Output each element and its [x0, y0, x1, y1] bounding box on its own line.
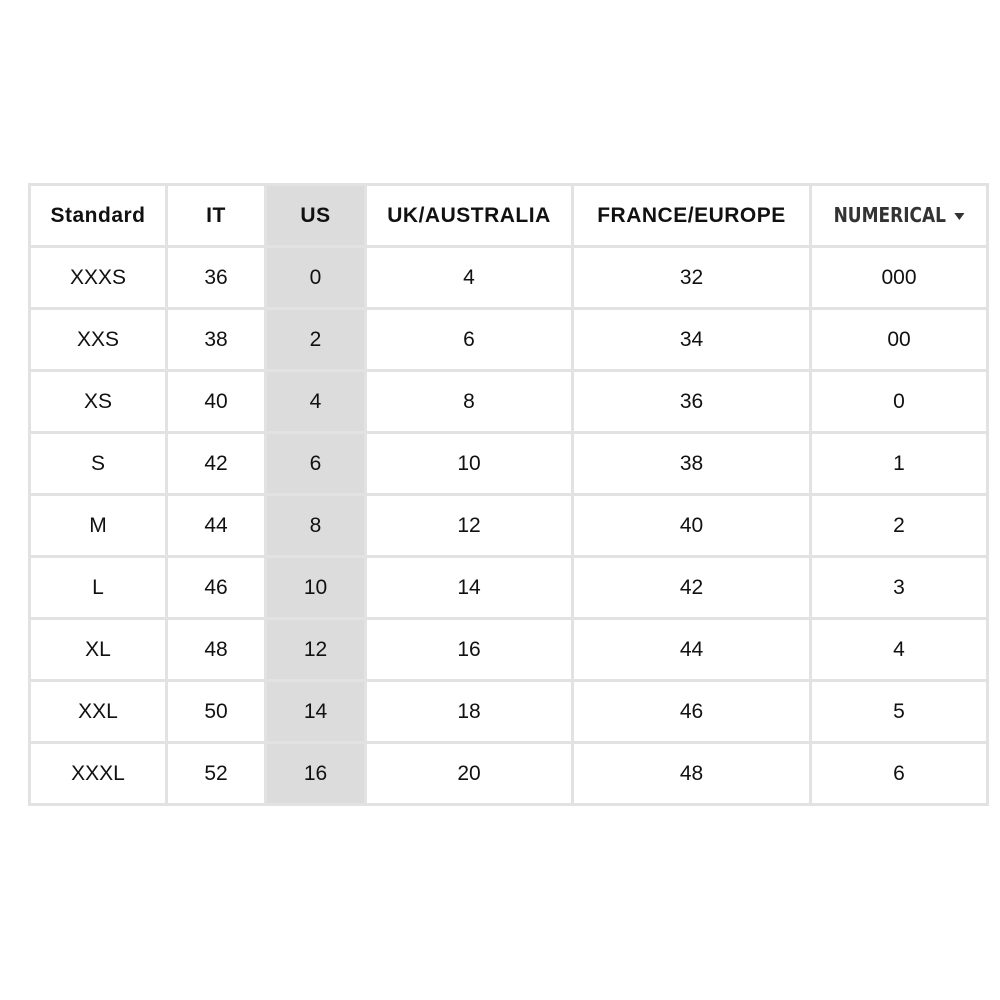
cell-us: 2: [266, 309, 366, 371]
cell-us: 16: [266, 743, 366, 805]
header-uk-australia: UK/AUSTRALIA: [366, 185, 573, 247]
cell-france-europe: 42: [573, 557, 811, 619]
cell-it: 38: [167, 309, 266, 371]
cell-france-europe: 48: [573, 743, 811, 805]
cell-it: 40: [167, 371, 266, 433]
cell-uk-australia: 20: [366, 743, 573, 805]
cell-uk-australia: 12: [366, 495, 573, 557]
cell-it: 36: [167, 247, 266, 309]
cell-standard: XXXL: [30, 743, 167, 805]
table-row: [30, 247, 988, 309]
header-it: IT: [167, 185, 266, 247]
numerical-dropdown-label: NUMERICAL: [833, 203, 946, 227]
cell-numerical: 5: [811, 681, 988, 743]
cell-standard: S: [30, 433, 167, 495]
table-row: [30, 619, 988, 681]
cell-france-europe: 40: [573, 495, 811, 557]
table-row: [30, 495, 988, 557]
header-numerical: [811, 185, 988, 247]
cell-standard: M: [30, 495, 167, 557]
header-us: US: [266, 185, 366, 247]
cell-numerical: 2: [811, 495, 988, 557]
table-row: [30, 743, 988, 805]
cell-numerical: 4: [811, 619, 988, 681]
cell-us: 8: [266, 495, 366, 557]
cell-numerical: 3: [811, 557, 988, 619]
cell-uk-australia: 8: [366, 371, 573, 433]
cell-france-europe: 32: [573, 247, 811, 309]
cell-us: 0: [266, 247, 366, 309]
cell-it: 44: [167, 495, 266, 557]
cell-uk-australia: 18: [366, 681, 573, 743]
cell-it: 42: [167, 433, 266, 495]
table-row: [30, 371, 988, 433]
cell-us: 6: [266, 433, 366, 495]
cell-uk-australia: 10: [366, 433, 573, 495]
caret-down-icon: [954, 213, 964, 220]
header-row: [30, 185, 988, 247]
cell-numerical: 00: [811, 309, 988, 371]
table-row: [30, 433, 988, 495]
cell-numerical: 6: [811, 743, 988, 805]
size-chart-table: [28, 183, 989, 806]
cell-standard: L: [30, 557, 167, 619]
cell-us: 14: [266, 681, 366, 743]
cell-standard: XS: [30, 371, 167, 433]
numerical-dropdown[interactable]: [833, 203, 964, 227]
cell-it: 52: [167, 743, 266, 805]
cell-numerical: 0: [811, 371, 988, 433]
cell-standard: XL: [30, 619, 167, 681]
cell-it: 46: [167, 557, 266, 619]
cell-it: 50: [167, 681, 266, 743]
header-standard: Standard: [30, 185, 167, 247]
cell-uk-australia: 14: [366, 557, 573, 619]
cell-france-europe: 46: [573, 681, 811, 743]
cell-standard: XXXS: [30, 247, 167, 309]
cell-standard: XXL: [30, 681, 167, 743]
cell-france-europe: 34: [573, 309, 811, 371]
header-france-europe: FRANCE/EUROPE: [573, 185, 811, 247]
cell-numerical: 1: [811, 433, 988, 495]
cell-france-europe: 36: [573, 371, 811, 433]
table-row: [30, 557, 988, 619]
cell-france-europe: 44: [573, 619, 811, 681]
cell-us: 4: [266, 371, 366, 433]
cell-uk-australia: 4: [366, 247, 573, 309]
cell-numerical: 000: [811, 247, 988, 309]
table-row: [30, 309, 988, 371]
cell-uk-australia: 6: [366, 309, 573, 371]
cell-us: 12: [266, 619, 366, 681]
cell-uk-australia: 16: [366, 619, 573, 681]
cell-standard: XXS: [30, 309, 167, 371]
table-row: [30, 681, 988, 743]
cell-it: 48: [167, 619, 266, 681]
cell-france-europe: 38: [573, 433, 811, 495]
cell-us: 10: [266, 557, 366, 619]
